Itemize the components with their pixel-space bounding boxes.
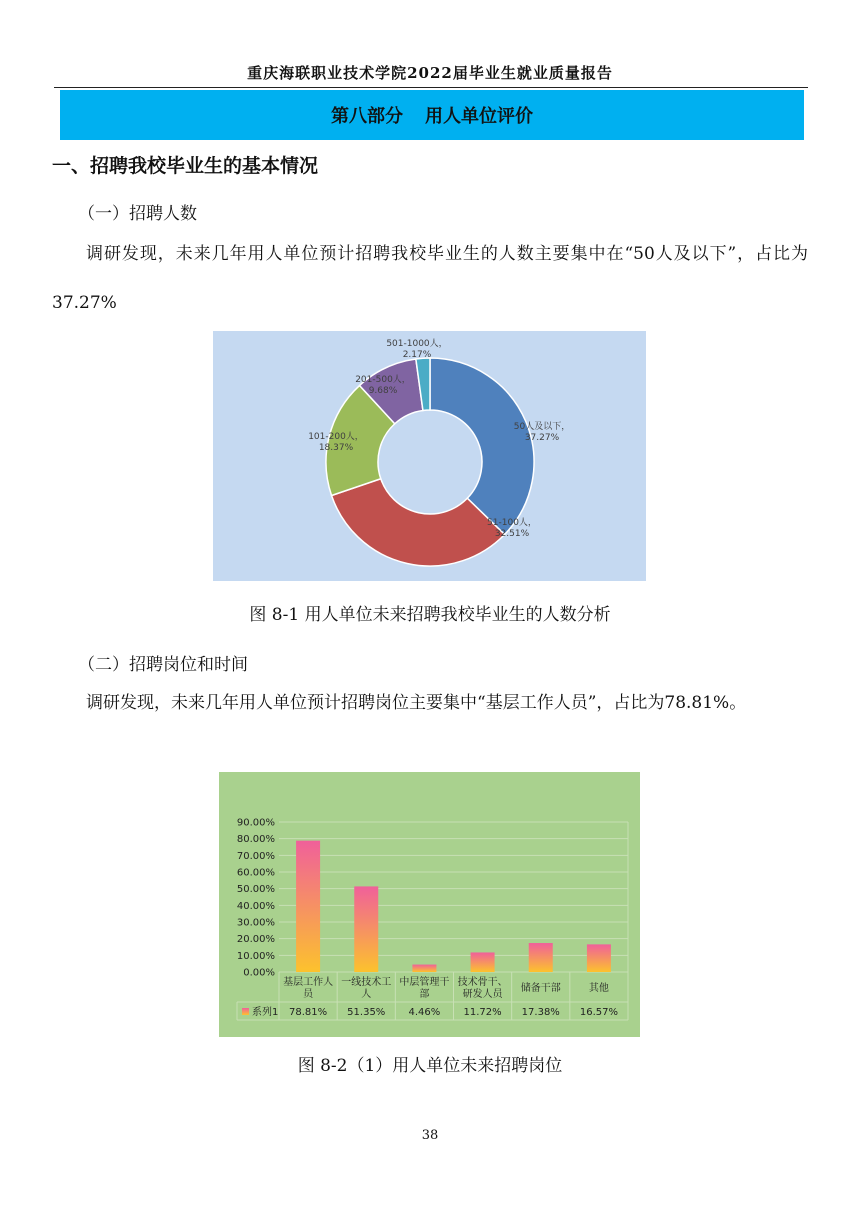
slice-label: 50人及以下， xyxy=(513,422,571,432)
banner-title: 用人单位评价 xyxy=(425,106,533,127)
subsection-heading-2: （二）招聘岗位和时间 xyxy=(78,655,248,675)
section-heading: 一、招聘我校毕业生的基本情况 xyxy=(52,155,319,177)
x-category-label: 人 xyxy=(361,989,372,1000)
data-table-value: 17.38% xyxy=(521,1007,560,1018)
y-tick-label: 40.00% xyxy=(236,900,275,912)
x-category-label: 员 xyxy=(303,989,314,1000)
page-number: 38 xyxy=(421,1128,439,1143)
data-table-value: 11.72% xyxy=(463,1007,502,1018)
y-tick-label: 10.00% xyxy=(236,950,275,962)
data-table-value: 78.81% xyxy=(289,1007,328,1018)
y-tick-label: 60.00% xyxy=(236,867,275,879)
figure-caption-2: 图 8-2（1）用人单位未来招聘岗位 xyxy=(297,1056,563,1076)
bar xyxy=(471,952,495,972)
y-tick-label: 70.00% xyxy=(236,850,275,862)
banner-part: 第八部分 xyxy=(331,106,403,127)
report-header-title: 重庆海联职业技术学院2022届毕业生就业质量报告 xyxy=(247,64,613,82)
x-category-label: 基层工作人 xyxy=(283,977,334,988)
y-tick-label: 0.00% xyxy=(243,967,275,979)
bar-chart xyxy=(219,772,640,1037)
header-divider xyxy=(54,87,808,88)
section-banner xyxy=(60,90,804,140)
slice-percent: 32.51% xyxy=(494,529,530,539)
data-table-value: 16.57% xyxy=(579,1007,618,1018)
y-tick-label: 80.00% xyxy=(236,834,275,846)
slice-label: 201-500人， xyxy=(355,375,411,385)
subsection-heading-1: （一）招聘人数 xyxy=(78,204,197,224)
bar-chart-svg xyxy=(219,772,640,1037)
slice-label: 501-1000人， xyxy=(386,339,448,349)
x-category-label: 中层管理干 xyxy=(399,977,450,988)
bar xyxy=(587,944,611,972)
x-category-label: 储备干部 xyxy=(520,983,561,994)
legend-key xyxy=(242,1008,249,1015)
doughnut-chart-svg xyxy=(213,331,646,581)
y-tick-label: 90.00% xyxy=(236,817,275,829)
slice-percent: 37.27% xyxy=(524,433,560,443)
x-category-label: 其他 xyxy=(588,983,609,994)
slice-percent: 9.68% xyxy=(368,386,398,396)
x-category-label: 研发人员 xyxy=(462,989,503,1000)
bar xyxy=(412,965,436,972)
data-table-value: 4.46% xyxy=(408,1007,441,1018)
y-tick-label: 20.00% xyxy=(236,934,275,946)
slice-percent: 18.37% xyxy=(318,443,354,453)
slice-label: 101-200人， xyxy=(308,432,364,442)
data-table-value: 51.35% xyxy=(347,1007,386,1018)
slice-label: 51-100人， xyxy=(487,518,537,528)
bar xyxy=(529,943,553,972)
doughnut-chart xyxy=(213,331,646,581)
bar xyxy=(354,886,378,972)
figure-caption-1: 图 8-1 用人单位未来招聘我校毕业生的人数分析 xyxy=(249,605,611,625)
series-name: 系列1 xyxy=(252,1007,279,1018)
x-category-label: 一线技术工 xyxy=(341,977,392,988)
doughnut-slice xyxy=(430,358,534,534)
y-tick-label: 30.00% xyxy=(236,917,275,929)
y-tick-label: 50.00% xyxy=(236,884,275,896)
paragraph-2: 调研发现，未来几年用人单位预计招聘岗位主要集中“基层工作人员”，占比为78.81%。 xyxy=(86,693,747,713)
x-category-label: 技术骨干、 xyxy=(457,977,508,988)
x-category-label: 部 xyxy=(419,989,430,1000)
paragraph-1: 调研发现，未来几年用人单位预计招聘我校毕业生的人数主要集中在“50人及以下”，占比为37.27% xyxy=(52,244,808,313)
slice-percent: 2.17% xyxy=(402,350,432,360)
bar xyxy=(296,841,320,972)
